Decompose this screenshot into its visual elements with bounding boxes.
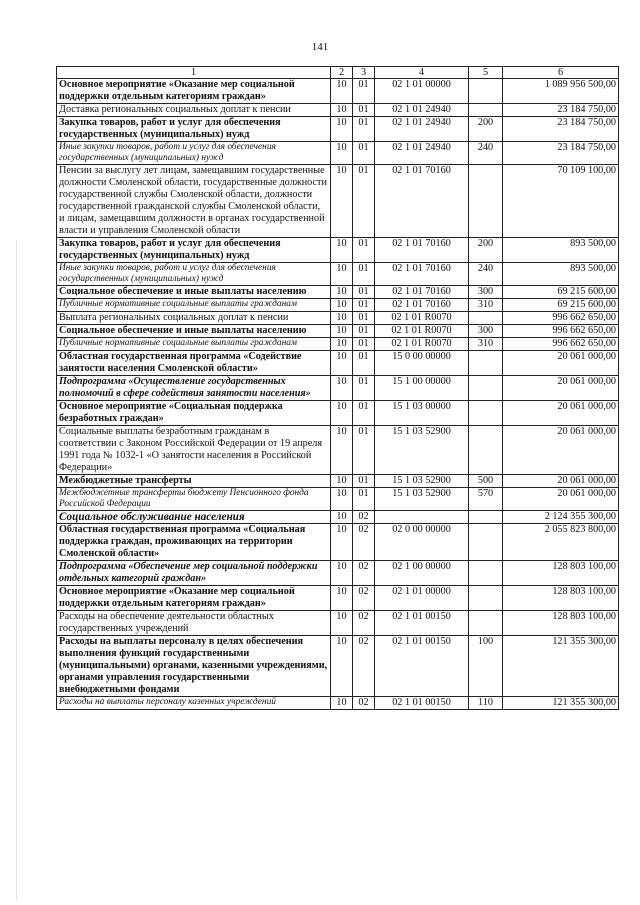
row-expense-type: 500 [469,475,503,488]
row-expense-type: 300 [469,286,503,299]
row-section-code: 10 [331,263,353,286]
row-subsection-code: 01 [353,488,375,511]
header-col-3: 3 [353,67,375,79]
table-row [57,338,619,351]
row-amount: 20 061 000,00 [503,488,619,511]
row-amount: 996 662 650,00 [503,312,619,325]
table-row [57,475,619,488]
table-row [57,286,619,299]
row-name-cell: Социальное обеспечение и иные выплаты населению [57,286,331,299]
row-name-cell: Иные закупки товаров, работ и услуг для обеспечения государственных (муниципальных) нужд [57,142,331,165]
row-section-code: 10 [331,611,353,636]
row-section-code: 10 [331,561,353,586]
row-section-code: 10 [331,165,353,238]
row-amount: 20 061 000,00 [503,376,619,401]
row-amount: 128 803 100,00 [503,561,619,586]
row-subsection-code: 01 [353,351,375,376]
row-amount: 20 061 000,00 [503,426,619,475]
row-name-cell: Социальное обслуживание населения [57,511,331,524]
row-subsection-code: 01 [353,401,375,426]
table-row [57,165,619,238]
row-expense-type: 110 [469,697,503,710]
row-name-cell: Основное мероприятие «Оказание мер социальной поддержки отдельным категориям граждан» [57,586,331,611]
row-target-article: 02 1 01 00150 [375,636,469,697]
table-row [57,238,619,263]
table-row [57,142,619,165]
row-subsection-code: 02 [353,524,375,561]
row-target-article: 02 1 01 70160 [375,263,469,286]
row-amount: 893 500,00 [503,263,619,286]
row-expense-type: 310 [469,299,503,312]
row-name-cell: Социальное обеспечение и иные выплаты населению [57,325,331,338]
row-target-article [375,511,469,524]
row-amount: 128 803 100,00 [503,611,619,636]
row-subsection-code: 01 [353,165,375,238]
row-expense-type [469,611,503,636]
row-target-article: 02 1 01 70160 [375,238,469,263]
row-section-code: 10 [331,636,353,697]
row-name-cell: Иные закупки товаров, работ и услуг для обеспечения государственных (муниципальных) нужд [57,263,331,286]
row-section-code: 10 [331,142,353,165]
row-expense-type: 200 [469,238,503,263]
row-subsection-code: 01 [353,286,375,299]
row-section-code: 10 [331,325,353,338]
row-amount: 2 124 355 300,00 [503,511,619,524]
row-subsection-code: 01 [353,299,375,312]
row-section-code: 10 [331,299,353,312]
row-name-cell: Областная государственная программа «Социальная поддержка граждан, проживающих на территории Смоленской области» [57,524,331,561]
row-expense-type: 300 [469,325,503,338]
row-amount: 23 184 750,00 [503,117,619,142]
table-row [57,312,619,325]
row-target-article: 15 1 03 52900 [375,426,469,475]
table-row [57,79,619,104]
table-row [57,263,619,286]
row-subsection-code: 02 [353,636,375,697]
row-name-cell: Межбюджетные трансферты [57,475,331,488]
row-name-cell: Закупка товаров, работ и услуг для обеспечения государственных (муниципальных) нужд [57,238,331,263]
row-name-cell: Расходы на выплаты персоналу казенных учреждений [57,697,331,710]
table-row [57,376,619,401]
row-amount: 23 184 750,00 [503,104,619,117]
row-subsection-code: 01 [353,312,375,325]
row-subsection-code: 01 [353,238,375,263]
row-target-article: 02 1 01 70160 [375,299,469,312]
header-col-1: 1 [57,67,331,79]
row-name-cell: Основное мероприятие «Оказание мер социальной поддержки отдельным категориям граждан» [57,79,331,104]
row-section-code: 10 [331,286,353,299]
row-subsection-code: 01 [353,79,375,104]
row-target-article: 02 1 01 00000 [375,586,469,611]
row-name-cell: Закупка товаров, работ и услуг для обеспечения государственных (муниципальных) нужд [57,117,331,142]
row-subsection-code: 01 [353,338,375,351]
row-amount: 996 662 650,00 [503,338,619,351]
row-section-code: 10 [331,238,353,263]
row-amount: 1 089 956 500,00 [503,79,619,104]
row-name-cell: Публичные нормативные социальные выплаты гражданам [57,299,331,312]
scan-margin-line [16,240,17,900]
row-expense-type: 310 [469,338,503,351]
row-amount: 69 215 600,00 [503,299,619,312]
row-name-cell: Расходы на выплаты персоналу в целях обеспечения выполнения функций государственными (муниципальными) органами, казенными учреждениями, органами управления государственными внебюджетными фондами [57,636,331,697]
row-section-code: 10 [331,79,353,104]
row-target-article: 02 1 01 R0070 [375,338,469,351]
row-target-article: 02 1 01 00000 [375,79,469,104]
row-target-article: 02 1 00 00000 [375,561,469,586]
row-target-article: 02 1 01 24940 [375,117,469,142]
row-target-article: 15 1 03 00000 [375,401,469,426]
row-expense-type [469,312,503,325]
table-row [57,586,619,611]
row-subsection-code: 01 [353,325,375,338]
row-expense-type: 200 [469,117,503,142]
header-col-6: 6 [503,67,619,79]
row-name-cell: Социальные выплаты безработным гражданам в соответствии с Законом Российской Федерации от 19 апреля 1991 года № 1032-1 «О занятости населения в Российской Федерации» [57,426,331,475]
row-section-code: 10 [331,376,353,401]
table-row [57,426,619,475]
row-subsection-code: 01 [353,117,375,142]
row-section-code: 10 [331,117,353,142]
row-name-cell: Основное мероприятие «Социальная поддержка безработных граждан» [57,401,331,426]
row-section-code: 10 [331,586,353,611]
header-col-4: 4 [375,67,469,79]
row-expense-type [469,561,503,586]
row-name-cell: Доставка региональных социальных доплат к пенсии [57,104,331,117]
row-section-code: 10 [331,104,353,117]
row-section-code: 10 [331,338,353,351]
row-section-code: 10 [331,401,353,426]
row-section-code: 10 [331,351,353,376]
table-row [57,561,619,586]
row-section-code: 10 [331,697,353,710]
row-expense-type [469,524,503,561]
row-subsection-code: 01 [353,426,375,475]
row-target-article: 02 1 01 00150 [375,611,469,636]
row-target-article: 02 1 01 R0070 [375,312,469,325]
page-number: 141 [311,41,329,53]
row-expense-type [469,79,503,104]
row-name-cell: Расходы на обеспечение деятельности областных государственных учреждений [57,611,331,636]
row-amount: 2 055 823 800,00 [503,524,619,561]
row-amount: 893 500,00 [503,238,619,263]
table-row [57,117,619,142]
row-subsection-code: 01 [353,104,375,117]
row-expense-type [469,165,503,238]
table-row [57,299,619,312]
table-row [57,401,619,426]
row-expense-type [469,511,503,524]
row-section-code: 10 [331,524,353,561]
row-expense-type: 570 [469,488,503,511]
table-body [57,79,619,710]
row-target-article: 15 1 03 52900 [375,488,469,511]
row-amount: 996 662 650,00 [503,325,619,338]
table-header-row [57,67,619,79]
row-target-article: 02 1 01 24940 [375,104,469,117]
row-subsection-code: 02 [353,561,375,586]
row-expense-type [469,586,503,611]
row-subsection-code: 02 [353,586,375,611]
row-amount: 23 184 750,00 [503,142,619,165]
row-amount: 121 355 300,00 [503,697,619,710]
row-target-article: 02 1 01 70160 [375,286,469,299]
row-subsection-code: 01 [353,142,375,165]
row-expense-type [469,401,503,426]
row-name-cell: Пенсии за выслугу лет лицам, замещавшим государственные должности Смоленской области, государственные должности государственной службы Смоленской области, должности государственной гражданской службы Смоленской области, и лицам, замещавшим должности в органах государственной власти и управления Смоленской области [57,165,331,238]
row-expense-type [469,104,503,117]
table-row [57,511,619,524]
row-name-cell: Выплата региональных социальных доплат к пенсии [57,312,331,325]
row-subsection-code: 02 [353,511,375,524]
row-subsection-code: 01 [353,376,375,401]
row-name-cell: Подпрограмма «Осуществление государственных полномочий в сфере содействия занятости населения» [57,376,331,401]
row-amount: 20 061 000,00 [503,475,619,488]
row-amount: 128 803 100,00 [503,586,619,611]
row-expense-type [469,376,503,401]
row-section-code: 10 [331,511,353,524]
table-row [57,351,619,376]
table-row [57,325,619,338]
row-target-article: 15 0 00 00000 [375,351,469,376]
row-target-article: 02 1 01 00150 [375,697,469,710]
row-subsection-code: 02 [353,611,375,636]
row-name-cell: Подпрограмма «Обеспечение мер социальной поддержки отдельных категорий граждан» [57,561,331,586]
row-amount: 20 061 000,00 [503,351,619,376]
row-amount: 70 109 100,00 [503,165,619,238]
row-section-code: 10 [331,312,353,325]
row-target-article: 15 1 00 00000 [375,376,469,401]
table-row [57,611,619,636]
row-expense-type [469,426,503,475]
row-name-cell: Межбюджетные трансферты бюджету Пенсионного фонда Российской Федерации [57,488,331,511]
table-row [57,104,619,117]
row-expense-type [469,351,503,376]
row-section-code: 10 [331,475,353,488]
row-name-cell: Областная государственная программа «Содействие занятости населения Смоленской области» [57,351,331,376]
row-section-code: 10 [331,488,353,511]
row-subsection-code: 01 [353,263,375,286]
row-amount: 121 355 300,00 [503,636,619,697]
table-row [57,488,619,511]
budget-table [56,66,619,710]
row-amount: 20 061 000,00 [503,401,619,426]
row-name-cell: Публичные нормативные социальные выплаты гражданам [57,338,331,351]
row-subsection-code: 02 [353,697,375,710]
row-expense-type: 240 [469,142,503,165]
header-col-5: 5 [469,67,503,79]
row-expense-type: 240 [469,263,503,286]
table-row [57,697,619,710]
row-amount: 69 215 600,00 [503,286,619,299]
row-target-article: 02 0 00 00000 [375,524,469,561]
table-row [57,636,619,697]
row-expense-type: 100 [469,636,503,697]
row-target-article: 15 1 03 52900 [375,475,469,488]
row-subsection-code: 01 [353,475,375,488]
header-col-2: 2 [331,67,353,79]
row-target-article: 02 1 01 70160 [375,165,469,238]
row-target-article: 02 1 01 R0070 [375,325,469,338]
row-section-code: 10 [331,426,353,475]
table-row [57,524,619,561]
row-target-article: 02 1 01 24940 [375,142,469,165]
